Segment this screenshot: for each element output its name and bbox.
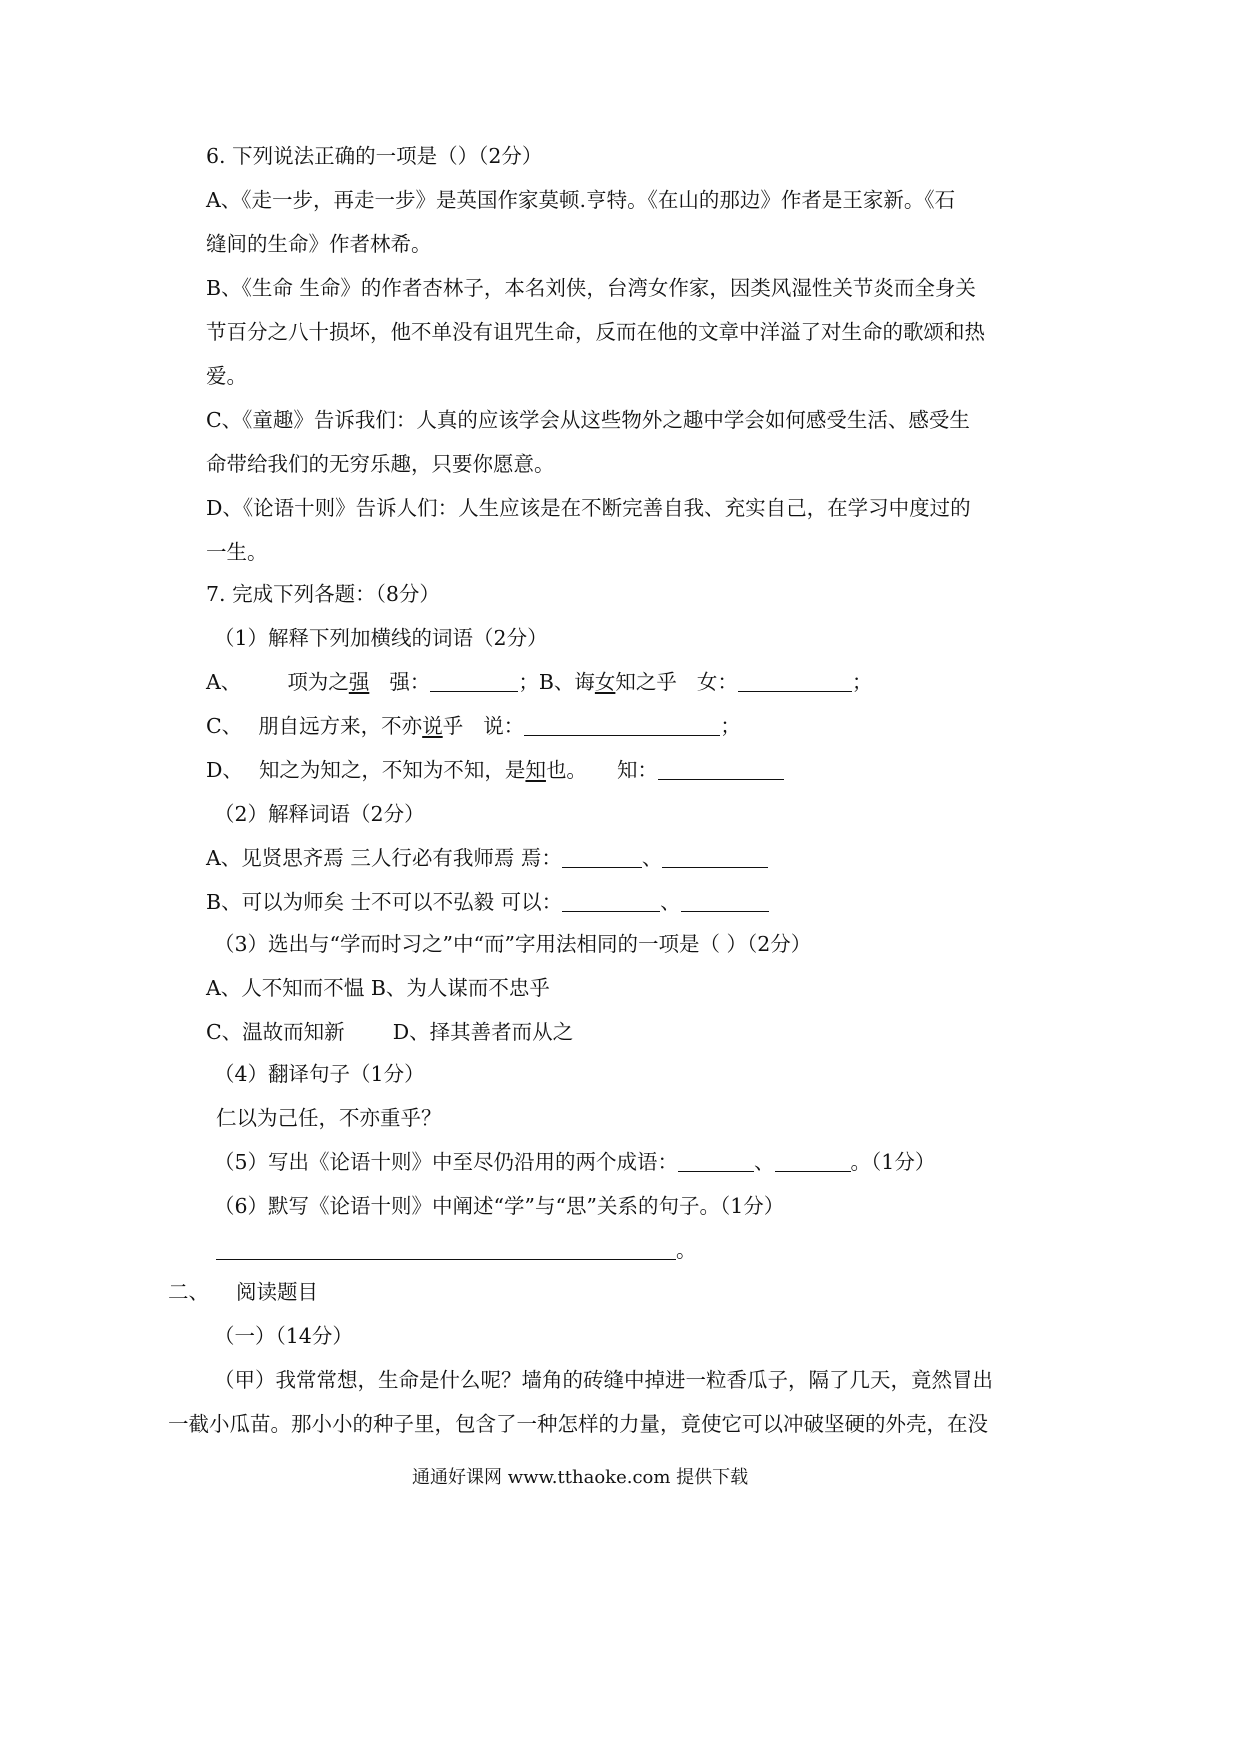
answer-blank[interactable] (662, 845, 768, 868)
q6-option-c-line1: C、《童趣》告诉我们：人真的应该学会从这些物外之趣中学会如何感受生活、感受生 (206, 408, 970, 432)
underlined-word: 说 (422, 714, 443, 738)
underlined-word: 女 (594, 670, 616, 694)
q7-sub1-title: （1）解释下列加横线的词语（2分） (214, 626, 548, 650)
q7-sub5: （5）写出《论语十则》中至尽仍沿用的两个成语： 、 。（1分） (214, 1150, 936, 1174)
answer-blank[interactable] (658, 757, 784, 780)
q7-sub2-line-a: A、见贤思齐焉 三人行必有我师焉 焉： 、 (206, 844, 768, 872)
q6-option-d-line1: D、《论语十则》告诉人们：人生应该是在不断完善自我、充实自己，在学习中度过的 (206, 496, 971, 520)
q6-option-b-line2: 节百分之八十损坏，他不单没有诅咒生命，反而在他的文章中洋溢了对生命的歌颂和热 (206, 320, 985, 344)
q6-title: 6. 下列说法正确的一项是（）（2分） (206, 144, 543, 168)
q6-option-b-line3: 爱。 (206, 364, 247, 388)
answer-blank[interactable] (430, 669, 518, 692)
q7-sub6-title: （6）默写《论语十则》中阐述“学”与“思”关系的句子。（1分） (214, 1194, 785, 1218)
answer-blank[interactable] (562, 889, 660, 912)
q7-sub6-answer-line: 。 (216, 1236, 697, 1264)
q6-option-a-line1: A、《走一步，再走一步》是英国作家莫顿.亨特。《在山的那边》作者是王家新。《石 (206, 188, 956, 212)
answer-blank[interactable] (216, 1237, 676, 1260)
q7-sub1-line-d: D、 知之为知之，不知为不知，是知也。 知： (206, 756, 784, 784)
underlined-word: 强 (348, 670, 370, 694)
section-2-number: 二、 (168, 1280, 209, 1304)
reading-paragraph-line2: 一截小瓜苗。那小小的种子里，包含了一种怎样的力量，竟使它可以冲破坚硬的外壳，在没 (168, 1412, 988, 1436)
answer-blank[interactable] (775, 1149, 851, 1172)
answer-blank[interactable] (562, 845, 642, 868)
q7-sub3-options-cd: C、温故而知新 D、择其善者而从之 (206, 1020, 574, 1044)
answer-blank[interactable] (524, 713, 720, 736)
underlined-word: 知 (525, 758, 546, 782)
answer-blank[interactable] (738, 669, 852, 692)
q7-sub2-title: （2）解释词语（2分） (214, 802, 425, 826)
section-2-part-1: （一）（14分） (214, 1324, 353, 1348)
page-footer: 通通好课网 www.tthaoke.com 提供下载 (412, 1467, 749, 1488)
q7-sub3-title: （3）选出与“学而时习之”中“而”字用法相同的一项是（ ）（2分） (214, 932, 812, 956)
q7-sub1-line-c: C、 朋自远方来，不亦说乎 说： ； (206, 714, 741, 738)
q6-option-b-line1: B、《生命 生命》的作者杏林子，本名刘侠，台湾女作家，因类风湿性关节炎而全身关 (206, 276, 976, 300)
q7-sub3-options-ab: A、人不知而不愠 B、为人谋而不忠乎 (206, 976, 550, 1000)
q7-sub4-sentence: 仁以为己任，不亦重乎？ (216, 1106, 442, 1130)
reading-paragraph-line1: （甲）我常常想，生命是什么呢？墙角的砖缝中掉进一粒香瓜子，隔了几天，竟然冒出 (214, 1368, 993, 1392)
q7-title: 7. 完成下列各题：（8分） (206, 582, 440, 606)
answer-blank[interactable] (681, 889, 769, 912)
q7-sub4-title: （4）翻译句子（1分） (214, 1062, 425, 1086)
q7-sub1-line-ab: A、 项为之强 强： ；B、诲女知之乎 女： ； (206, 670, 873, 694)
q6-option-a-line2: 缝间的生命》作者林希。 (206, 232, 432, 256)
q6-option-d-line2: 一生。 (206, 540, 268, 564)
answer-blank[interactable] (678, 1149, 754, 1172)
q7-sub2-line-b: B、可以为师矣 士不可以不弘毅 可以： 、 (206, 888, 769, 916)
section-2-title: 阅读题目 (236, 1280, 318, 1304)
q6-option-c-line2: 命带给我们的无穷乐趣，只要你愿意。 (206, 452, 555, 476)
